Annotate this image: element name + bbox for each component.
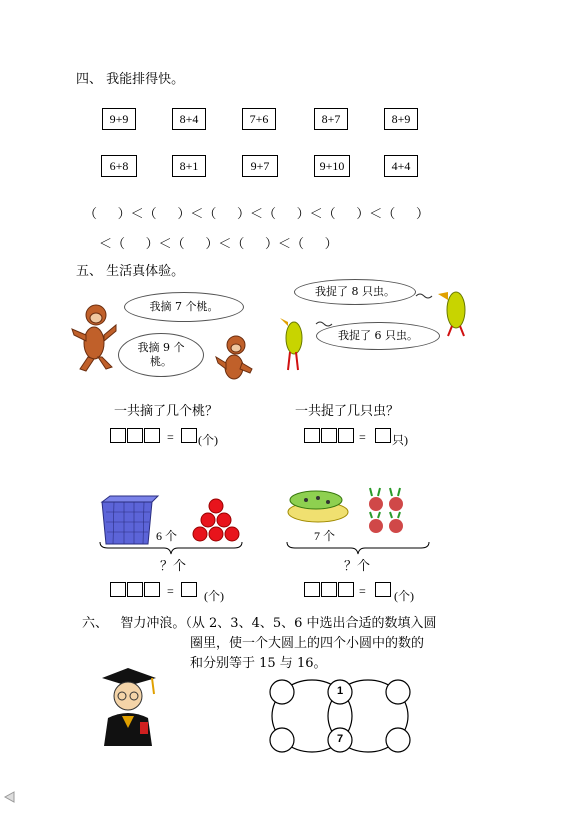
answer-box[interactable] bbox=[375, 428, 391, 443]
bubble-line: 桃。 bbox=[150, 355, 172, 368]
bubble-line: 我摘 9 个 bbox=[137, 341, 185, 354]
speech-bubble: 我捉了 6 只虫。 bbox=[316, 322, 440, 350]
circle-value-top: 1 bbox=[336, 685, 344, 697]
monkey-illustration bbox=[216, 336, 252, 379]
bird-illustration bbox=[438, 292, 465, 336]
ordering-row-1: （ ）＜（ ）＜（ ）＜（ ）＜（ ）＜（ ） bbox=[84, 207, 429, 222]
equals-sign: = bbox=[167, 584, 174, 598]
speech-bubble: 我捉了 8 只虫。 bbox=[294, 279, 416, 305]
brace-right bbox=[285, 540, 431, 556]
expression-box: 8+4 bbox=[172, 108, 206, 130]
expression-box: 8+9 bbox=[384, 108, 418, 130]
expression-box: 9+9 bbox=[102, 108, 136, 130]
answer-box[interactable] bbox=[375, 582, 391, 597]
unit-label: (个) bbox=[394, 589, 414, 603]
answer-box[interactable] bbox=[110, 582, 126, 597]
brace-label: ？个 bbox=[160, 558, 187, 573]
answer-box[interactable] bbox=[304, 582, 320, 597]
equals-sign: = bbox=[359, 584, 366, 598]
expression-box: 9+7 bbox=[242, 155, 278, 177]
unit-label: 只) bbox=[392, 433, 408, 447]
equals-sign: = bbox=[359, 430, 366, 444]
answer-box[interactable] bbox=[144, 428, 160, 443]
answer-box[interactable] bbox=[110, 428, 126, 443]
expression-box: 7+6 bbox=[242, 108, 276, 130]
circle-value-bottom: 7 bbox=[336, 733, 344, 745]
question-worms: 一共捉了几只虫？ bbox=[295, 404, 400, 419]
answer-box[interactable] bbox=[127, 582, 143, 597]
unit-label: (个) bbox=[198, 433, 218, 447]
section-6-heading: 六、 智力冲浪。（从 2、3、4、5、6 中选出合适的数填入圆 bbox=[82, 616, 437, 631]
bird-illustration bbox=[280, 318, 302, 370]
expression-box: 4+4 bbox=[384, 155, 418, 177]
scholar-illustration bbox=[96, 666, 162, 750]
basket-count: 6 个 bbox=[156, 529, 178, 543]
answer-box[interactable] bbox=[338, 428, 354, 443]
answer-box[interactable] bbox=[181, 428, 197, 443]
expression-box: 8+1 bbox=[172, 155, 206, 177]
apple-pile bbox=[193, 499, 239, 541]
unit-label: (个) bbox=[204, 589, 224, 603]
monkey-illustration bbox=[72, 305, 116, 371]
expression-box: 8+7 bbox=[314, 108, 348, 130]
expression-box: 6+8 bbox=[101, 155, 137, 177]
answer-box[interactable] bbox=[144, 582, 160, 597]
question-peaches: 一共摘了几个桃？ bbox=[114, 404, 219, 419]
plate-illustration bbox=[288, 491, 348, 522]
expression-box: 9+10 bbox=[314, 155, 350, 177]
radish-illustration bbox=[369, 488, 403, 533]
basket-illustration bbox=[102, 496, 158, 544]
ordering-row-2: ＜（ ）＜（ ）＜（ ）＜（ ） bbox=[99, 237, 338, 252]
answer-box[interactable] bbox=[338, 582, 354, 597]
section-4-heading: 四、 我能排得快。 bbox=[76, 72, 185, 87]
answer-box[interactable] bbox=[321, 428, 337, 443]
speech-bubble bbox=[118, 333, 204, 377]
equals-sign: = bbox=[167, 430, 174, 444]
speech-bubble: 我摘 7 个桃。 bbox=[124, 292, 244, 322]
back-arrow-icon[interactable] bbox=[2, 790, 16, 804]
answer-box[interactable] bbox=[304, 428, 320, 443]
brace-label: ？个 bbox=[344, 558, 371, 573]
answer-box[interactable] bbox=[181, 582, 197, 597]
answer-box[interactable] bbox=[127, 428, 143, 443]
answer-box[interactable] bbox=[321, 582, 337, 597]
section-5-heading: 五、 生活真体验。 bbox=[76, 264, 185, 279]
plate-radish-scene bbox=[286, 486, 420, 536]
brace-left bbox=[98, 540, 244, 556]
bird-scene bbox=[276, 282, 476, 382]
worm-illustration bbox=[316, 294, 432, 326]
section-6-line: 圈里，使一个大圆上的四个小圆中的数的 bbox=[190, 636, 425, 651]
section-6-line: 和分别等于 15 与 16。 bbox=[190, 656, 327, 671]
plate-count: 7 个 bbox=[314, 529, 336, 543]
